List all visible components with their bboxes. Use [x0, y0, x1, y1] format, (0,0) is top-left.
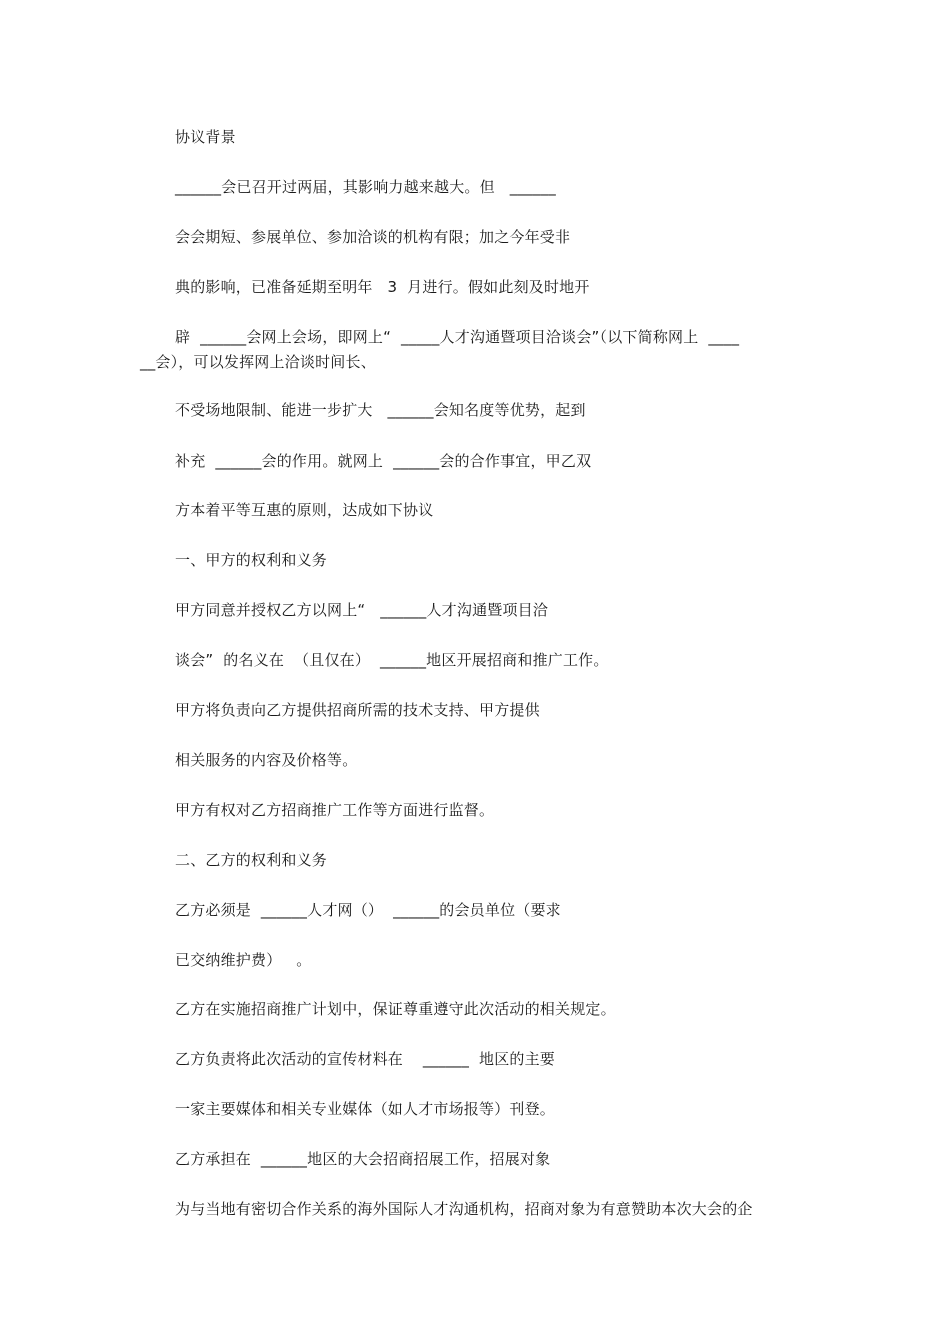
paragraph-line: 会会期短、参展单位、参加洽谈的机构有限；加之今年受非	[175, 228, 571, 246]
paragraph-line: 辟 ______会网上会场，即网上“ _____人才沟通暨项目洽谈会”（以下简称网上 ____	[175, 328, 740, 346]
paragraph-line: 乙方必须是 ______人才网（） ______的会员单位（要求	[175, 901, 561, 919]
section-heading-party-b: 二、乙方的权利和义务	[175, 851, 328, 869]
paragraph-line: 补充 ______会的作用。就网上 ______会的合作事宜，甲乙双	[175, 452, 592, 470]
paragraph-line: ______会已召开过两届，其影响力越来越大。但 ______	[175, 178, 556, 196]
paragraph-line: 已交纳维护费） 。	[175, 951, 312, 969]
paragraph-line: 典的影响，已准备延期至明年 3 月进行。假如此刻及时地开	[175, 278, 590, 296]
section-heading-party-a: 一、甲方的权利和义务	[175, 551, 328, 569]
paragraph-line-wrapped: __会），可以发挥网上洽谈时间长、	[140, 353, 376, 371]
heading-agreement-background: 协议背景	[175, 128, 236, 146]
paragraph-line: 一家主要媒体和相关专业媒体（如人才市场报等）刊登。	[175, 1100, 556, 1118]
paragraph-line: 甲方有权对乙方招商推广工作等方面进行监督。	[175, 801, 495, 819]
paragraph-line: 甲方将负责向乙方提供招商所需的技术支持、甲方提供	[175, 701, 540, 719]
paragraph-line: 乙方负责将此次活动的宣传材料在 ______ 地区的主要	[175, 1050, 556, 1068]
paragraph-line: 谈会” 的名义在 （且仅在） ______地区开展招商和推广工作。	[175, 651, 609, 669]
paragraph-line: 方本着平等互惠的原则，达成如下协议	[175, 501, 434, 519]
paragraph-line: 乙方承担在 ______地区的大会招商招展工作，招展对象	[175, 1150, 551, 1168]
paragraph-line: 相关服务的内容及价格等。	[175, 751, 358, 769]
paragraph-line: 甲方同意并授权乙方以网上“ ______人才沟通暨项目洽	[175, 601, 549, 619]
paragraph-line: 不受场地限制、能进一步扩大 ______会知名度等优势，起到	[175, 401, 586, 419]
paragraph-line: 为与当地有密切合作关系的海外国际人才沟通机构，招商对象为有意赞助本次大会的企	[175, 1200, 753, 1218]
paragraph-line: 乙方在实施招商推广计划中，保证尊重遵守此次活动的相关规定。	[175, 1000, 616, 1018]
